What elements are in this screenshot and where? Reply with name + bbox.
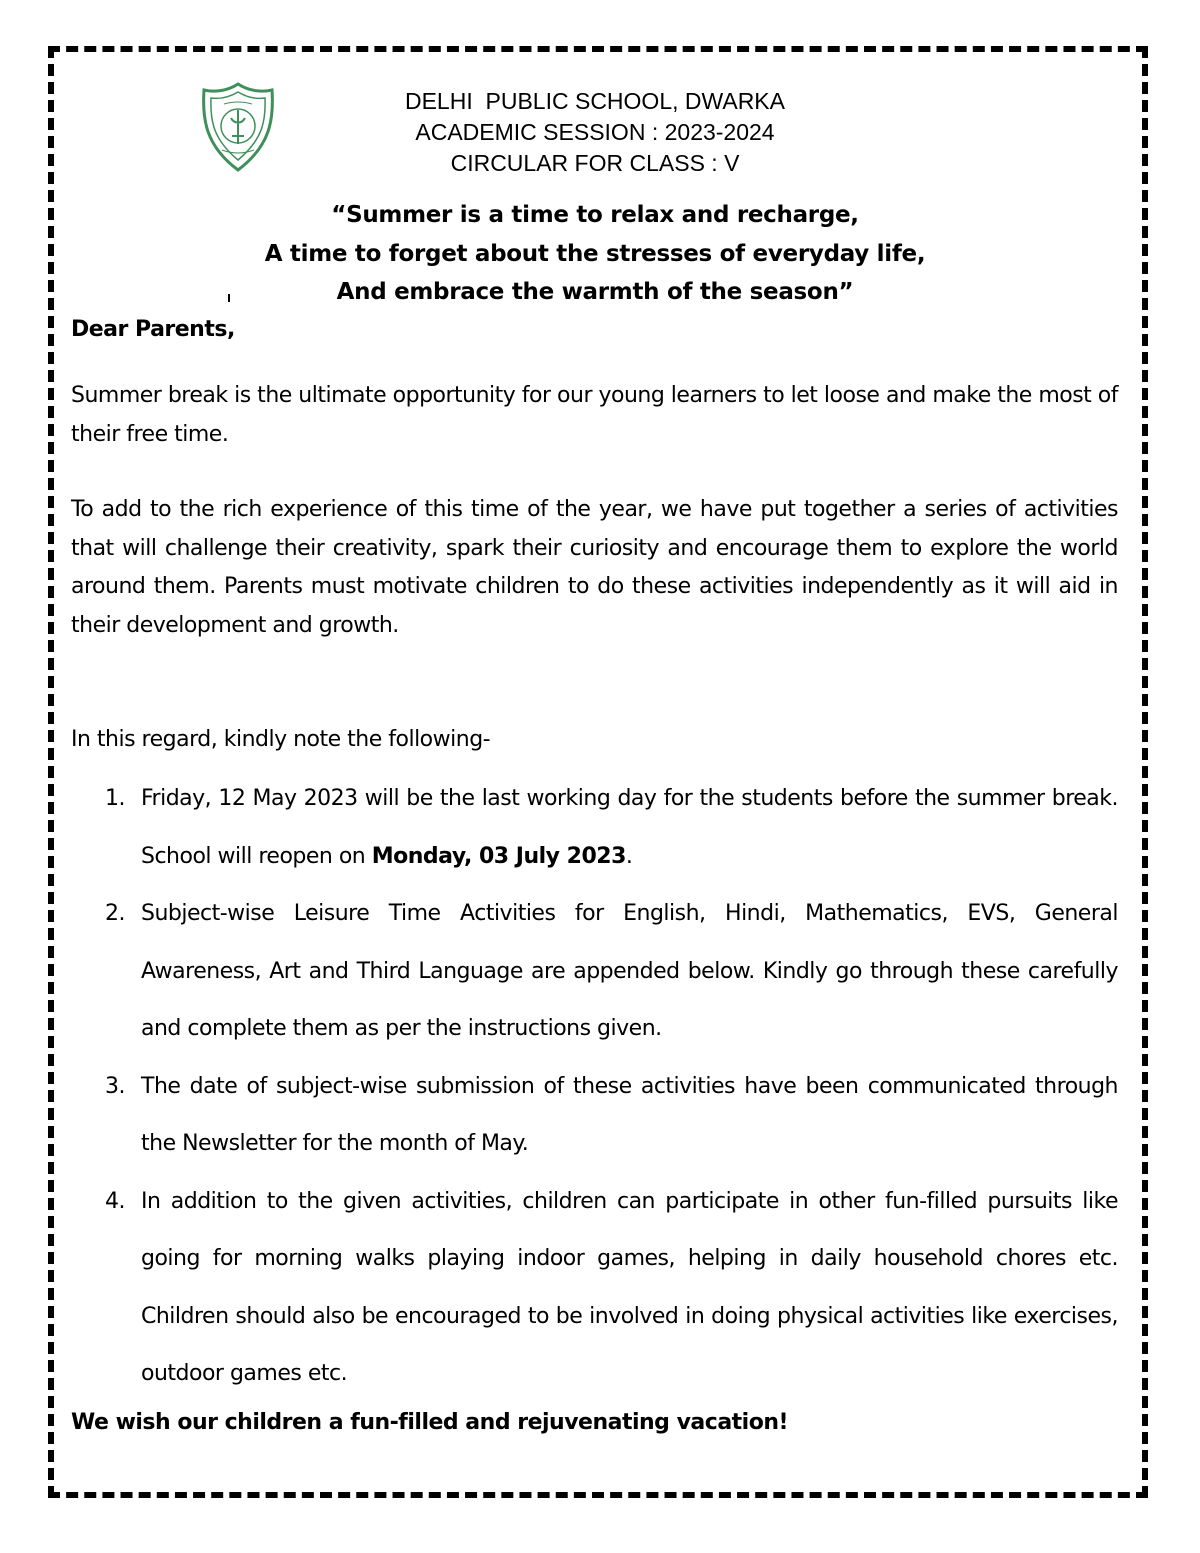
notice-list: [71, 770, 1118, 1403]
summer-quote: [120, 196, 1070, 312]
list-item: [71, 770, 1118, 885]
list-item-text: The date of subject-wise submission of these activities have been communicated through the Newsletter for the month of May.: [141, 1073, 1118, 1156]
salutation: Dear Parents,: [71, 317, 235, 342]
paragraph-activities: To add to the rich experience of this time of the year, we have put together a series of activities that will challenge their creativity, spark their curiosity and encourage them to explore the world around them. Parents must motivate children to do these activities independently as it will aid in their development and growth.: [71, 497, 1118, 638]
list-item-number: 1.: [105, 786, 125, 811]
stray-mark: [228, 294, 230, 302]
note-intro: In this regard, kindly note the following-: [71, 727, 491, 752]
quote-line-1: “Summer is a time to relax and recharge,: [331, 202, 859, 228]
list-item: [71, 885, 1118, 1058]
list-item-text: Friday, 12 May 2023 will be the last working day for the students before the summer break. School will reopen on: [141, 786, 1118, 869]
school-name: DELHI PUBLIC SCHOOL, DWARKA: [404, 88, 785, 114]
list-item-text: In addition to the given activities, children can participate in other fun-filled pursuits like going for morning walks playing indoor games, helping in daily household chores etc. Children should also be encouraged to be involved in doing physical activities like exercises, outdoor games etc.: [141, 1188, 1118, 1386]
list-item: [71, 1058, 1118, 1173]
circular-header: [250, 86, 940, 179]
list-item-number: 4.: [105, 1188, 125, 1214]
list-item-text-end: .: [625, 843, 633, 869]
paragraph-intro: Summer break is the ultimate opportunity for our young learners to let loose and make the most of their free time.: [71, 383, 1118, 447]
list-item: [71, 1173, 1118, 1403]
list-item-number: 3.: [105, 1073, 125, 1099]
list-item-number: 2.: [105, 901, 125, 926]
academic-session: ACADEMIC SESSION : 2023-2024: [415, 119, 775, 145]
quote-line-3: And embrace the warmth of the season”: [336, 279, 854, 305]
closing-wish: We wish our children a fun-filled and rejuvenating vacation!: [71, 1410, 789, 1435]
quote-line-2: A time to forget about the stresses of everyday life,: [264, 240, 926, 267]
list-item-text: Subject-wise Leisure Time Activities for English, Hindi, Mathematics, EVS, General Awareness, Art and Third Language are appended below. Kindly go through these carefully and complete them as per the instructions given.: [141, 901, 1118, 1041]
circular-class: CIRCULAR FOR CLASS : V: [450, 150, 740, 176]
reopen-date: Monday, 03 July 2023: [371, 843, 626, 869]
